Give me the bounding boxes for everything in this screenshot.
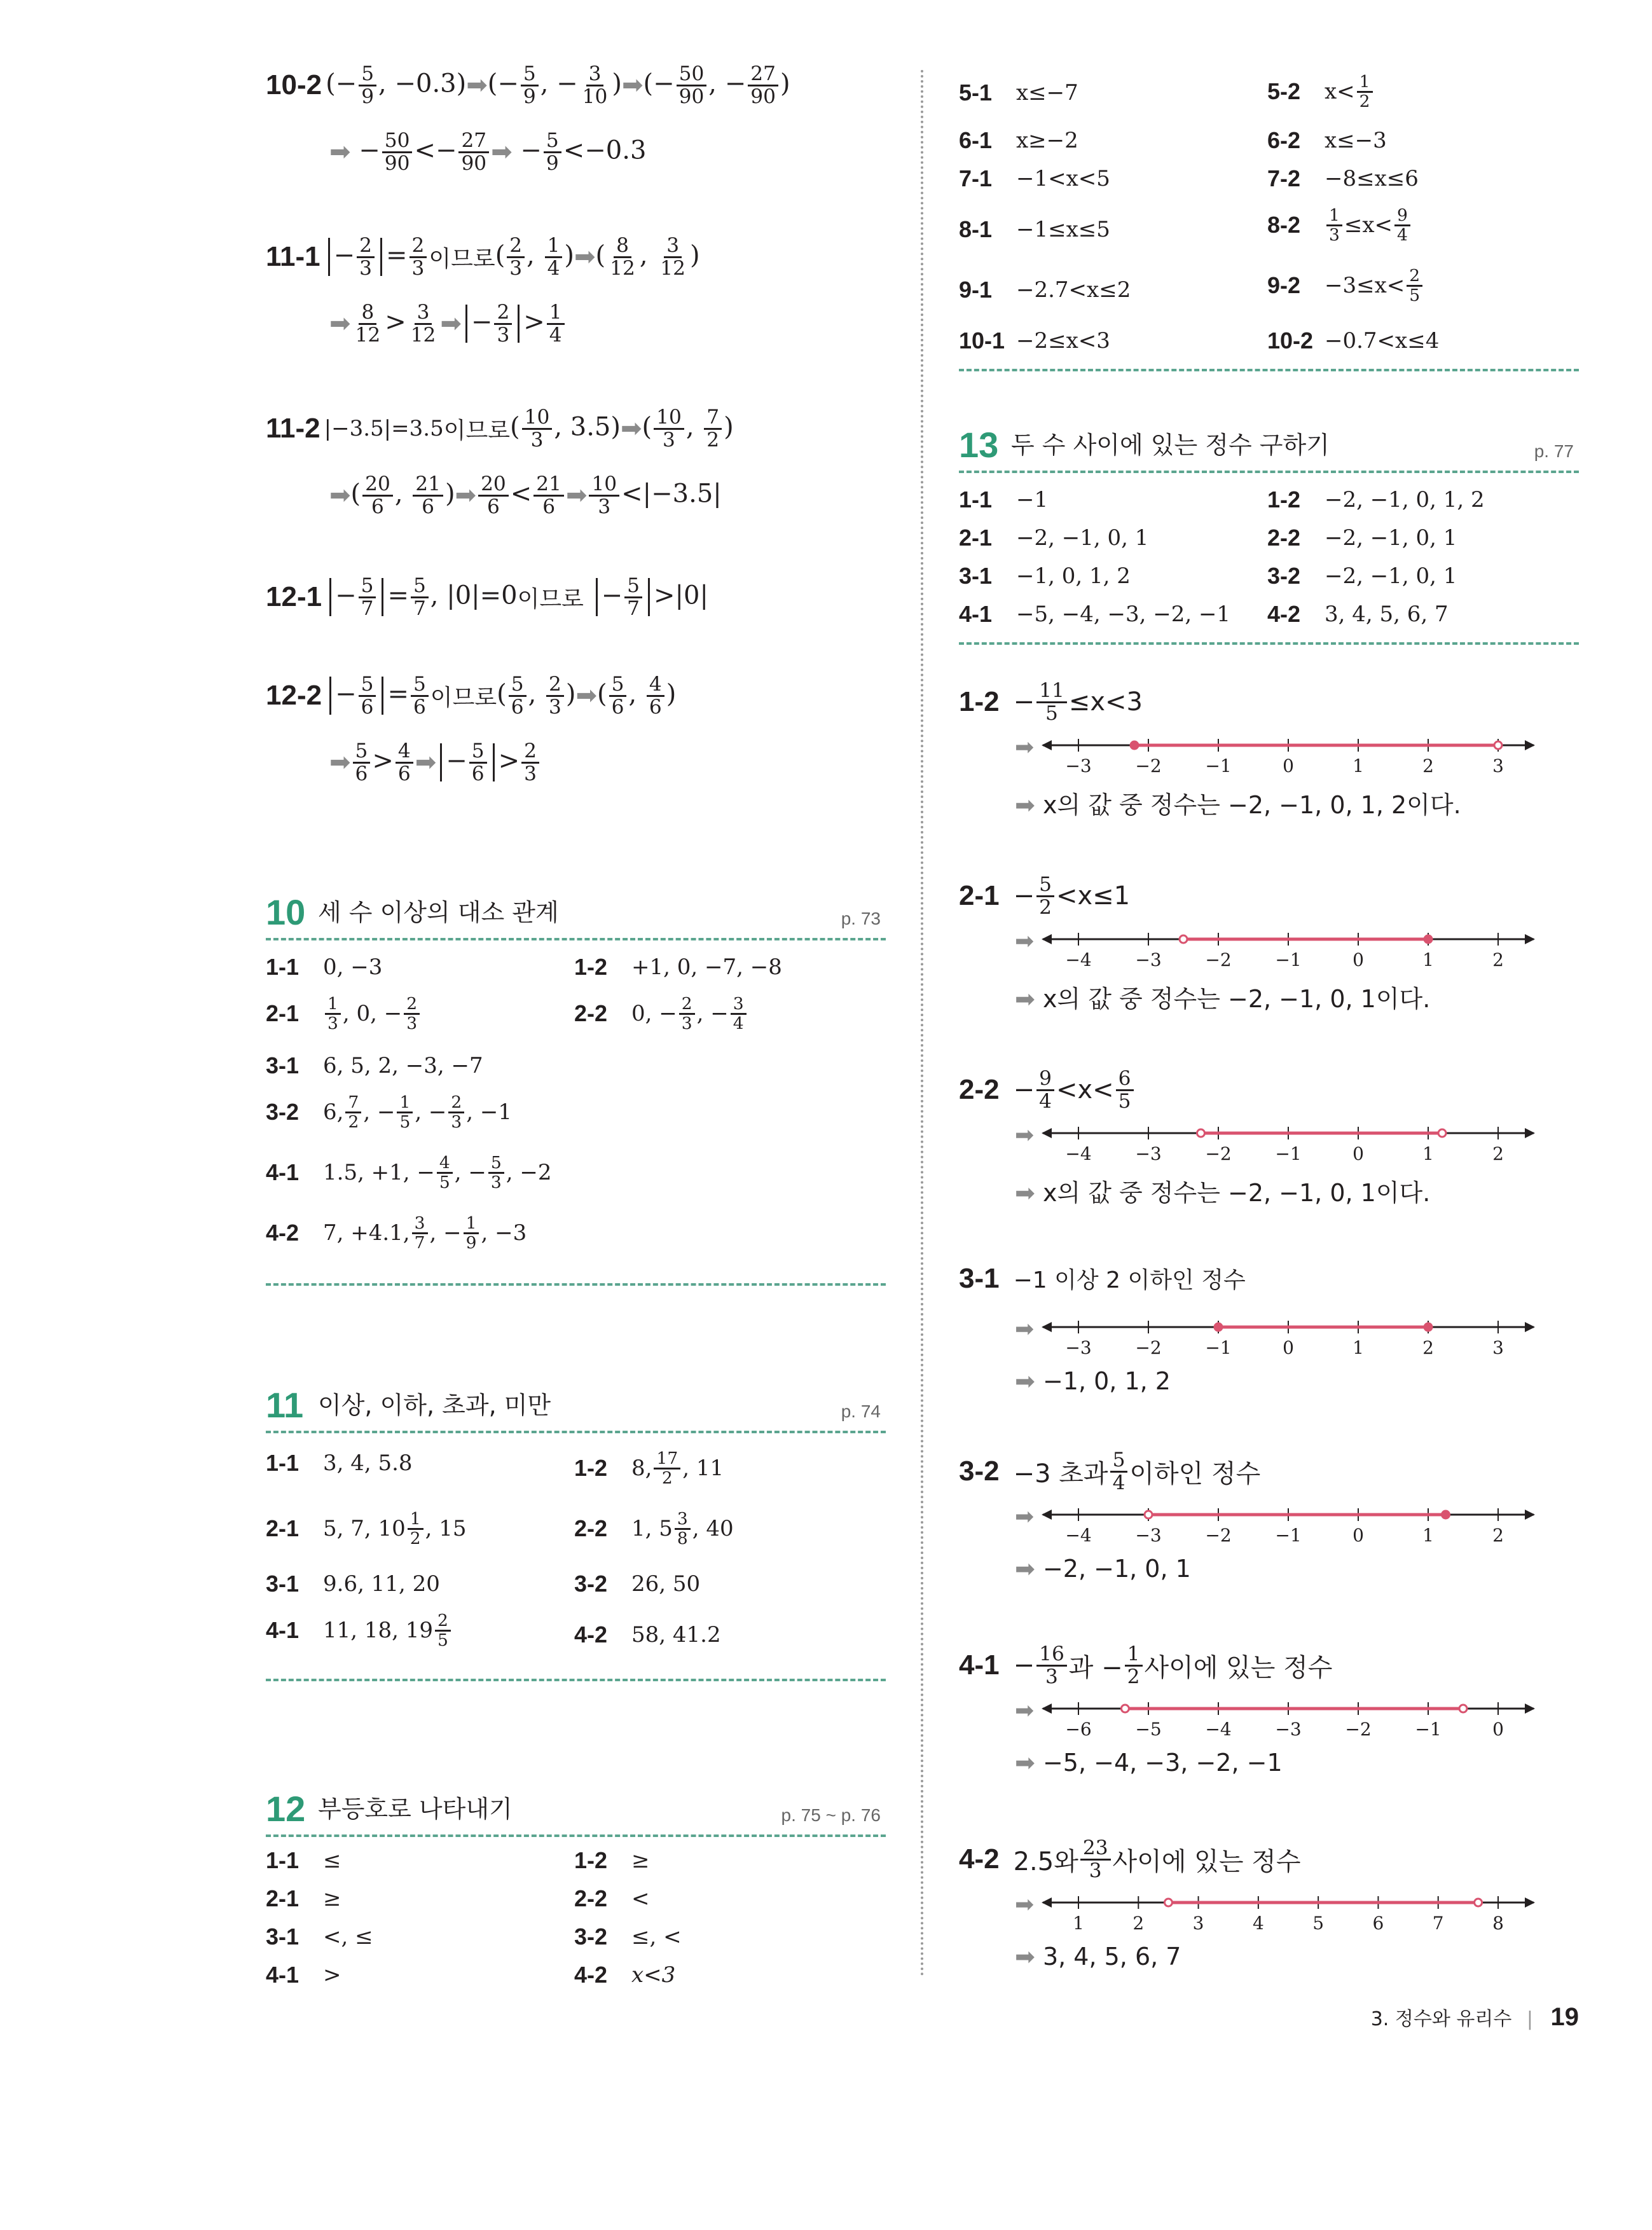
answer-item: 1-2 +1, 0, −7, −8 <box>574 954 782 980</box>
answer-item: 2-1 1 3 , 0, − $\frac{2}{3}$ <box>266 995 422 1033</box>
problem-label: 2-1 <box>959 880 1000 912</box>
tick-label: −3 <box>1135 1143 1162 1164</box>
tick-label: −2 <box>1205 1525 1232 1545</box>
tick-label: −4 <box>1065 1525 1092 1545</box>
answer-item: 4-2 x<3 <box>574 1962 676 1988</box>
answer-item: 4-2 7, +4.1, 3 7 , − $\frac{1}{9}$ , −3 <box>266 1213 527 1253</box>
answer-item: 4-1 −5, −4, −3, −2, −1 <box>959 601 1231 627</box>
problem-11-2: 11-2 |−3.5|=3.5 이므로 ( $\frac{10}{3}$ , 3.5) ➡ ( $\frac{10}{3}$ , $\frac{7}{2}$ ) <box>266 406 734 451</box>
tick-label: −2 <box>1135 1337 1162 1358</box>
tick-label: −2 <box>1205 1143 1232 1164</box>
problem-11-2-line2: ➡ ( $\frac{20}{6}$ , $\frac{21}{6}$ ) ➡ $\frac{20}{6}$ < $\frac{21}{6}$ ➡ $\frac{10}{3}$ <|−3.5| <box>329 472 722 518</box>
answer-item: 8-1 −1≤x≤5 <box>959 216 1110 242</box>
closed-endpoint <box>1442 1511 1450 1518</box>
open-endpoint <box>1180 935 1187 943</box>
section-title: 이상, 이하, 초과, 미만 <box>318 1391 551 1419</box>
tick-label: 2 <box>1492 1525 1504 1545</box>
problem-label: 3-1 <box>959 1262 1000 1294</box>
arrow-icon: ➡ <box>1015 1698 1035 1724</box>
arrow-icon: ➡ <box>1015 791 1035 819</box>
tick-label: −3 <box>1135 949 1162 970</box>
arrow-icon: ➡ <box>565 481 588 511</box>
section-divider <box>959 642 1579 645</box>
number-line <box>1040 731 1536 776</box>
answer-item: 7-1 −1<x<5 <box>959 165 1110 191</box>
tick-label: −3 <box>1065 755 1092 776</box>
arrow-icon: ➡ <box>455 481 477 511</box>
arrow-icon: ➡ <box>466 71 488 100</box>
tick-label: 1 <box>1422 1143 1434 1164</box>
answer-item: 4-1 1.5, +1, − $\frac{4}{5}$ , − $\frac{5}{3}$ , −2 <box>266 1153 552 1192</box>
open-endpoint <box>1494 741 1502 749</box>
problem-label: 4-2 <box>959 1843 1000 1875</box>
number-line-result: ➡ −5, −4, −3, −2, −1 <box>1015 1749 1283 1777</box>
answer-item: 4-2 3, 4, 5, 6, 7 <box>1267 601 1449 627</box>
closed-endpoint <box>1424 935 1432 943</box>
answer-item: 4-2 58, 41.2 <box>574 1621 721 1648</box>
tick-label: 2 <box>1422 755 1434 776</box>
answer-item: 9-2 −3≤x< 2 5 <box>1267 267 1424 305</box>
tick-label: 8 <box>1492 1913 1504 1933</box>
problem-label: 1-2 <box>959 686 1000 718</box>
number-line-statement: 4-1 − $\frac{16}{3}$ 과 − $\frac{1}{2}$ 사이에 있는 정수 <box>959 1642 1333 1688</box>
number-line-statement: 1-2 − $\frac{11}{5}$ ≤x<3 <box>959 679 1143 725</box>
axis-arrowhead <box>1525 1322 1535 1332</box>
open-endpoint <box>1197 1129 1205 1137</box>
tick-label: 0 <box>1353 1143 1364 1164</box>
tick-label: 2 <box>1492 949 1504 970</box>
section-divider <box>266 1679 886 1681</box>
tick-label: −6 <box>1065 1719 1092 1739</box>
tick-label: 1 <box>1422 949 1434 970</box>
section-number: 10 <box>266 892 306 932</box>
problem-11-1-line2: ➡ $\frac{8}{12}$ > $\frac{3}{12}$ ➡ − $\frac{2}{3}$ > $\frac{1}{4}$ <box>329 302 567 346</box>
section-12-header <box>266 1790 886 1837</box>
answer-item: 3-2 ≤, < <box>574 1924 682 1950</box>
problem-label: 4-1 <box>959 1649 1000 1681</box>
answer-item: 1-1 −1 <box>959 486 1049 513</box>
arrow-icon: ➡ <box>415 748 437 778</box>
problem-12-2: 12-2 − $\frac{5}{6}$ = $\frac{5}{6}$ 이므로 ( $\frac{5}{6}$ , $\frac{2}{3}$ ) ➡ ( $\frac{5}{6}$ , $\frac{4}{6}$ ) <box>266 673 677 719</box>
tick-label: −4 <box>1065 1143 1092 1164</box>
number-line-result: ➡ x의 값 중 정수는 −2, −1, 0, 1, 2이다. <box>1015 791 1461 819</box>
column-divider <box>921 70 923 1978</box>
arrow-icon: ➡ <box>1015 1749 1035 1777</box>
tick-label: 4 <box>1252 1913 1264 1933</box>
answer-item: 5-1 x≤−7 <box>959 79 1078 106</box>
axis-arrowhead <box>1042 1897 1052 1908</box>
page-footer: 3. 정수와 유리수 | 19 <box>1370 2003 1579 2031</box>
tick-label: −1 <box>1275 949 1302 970</box>
answer-item: 1-2 ≥ <box>574 1847 650 1873</box>
problem-label: 12-1 <box>266 581 322 613</box>
arrow-icon: ➡ <box>1015 1316 1035 1342</box>
axis-arrowhead <box>1525 1510 1535 1520</box>
axis-arrowhead <box>1042 1703 1052 1714</box>
answer-item: 3-1 9.6, 11, 20 <box>266 1571 440 1597</box>
section-number: 12 <box>266 1789 306 1829</box>
number-line <box>1040 1889 1536 1933</box>
answer-item: 1-1 ≤ <box>266 1847 341 1873</box>
answer-item: 5-2 x< 1 2 <box>1267 73 1375 111</box>
answer-item: 10-2 −0.7<x≤4 <box>1267 327 1440 354</box>
tick-label: 0 <box>1283 1337 1294 1358</box>
answer-item: 8-2 $\frac{1}{3}$ ≤x< 9 4 <box>1267 207 1412 244</box>
closed-endpoint <box>1215 1323 1222 1331</box>
answer-item: 7-2 −8≤x≤6 <box>1267 165 1419 191</box>
number-line-statement: 3-2 −3 초과 5 4 이하인 정수 <box>959 1449 1261 1494</box>
arrow-icon: ➡ <box>329 137 351 167</box>
answer-item: 3-1 <, ≤ <box>266 1924 373 1950</box>
section-title: 세 수 이상의 대소 관계 <box>318 898 559 926</box>
tick-label: 7 <box>1432 1913 1444 1933</box>
tick-label: −1 <box>1275 1525 1302 1545</box>
tick-label: −5 <box>1135 1719 1162 1739</box>
section-11-header <box>266 1386 886 1433</box>
open-endpoint <box>1145 1511 1152 1518</box>
answer-item: 3-2 −2, −1, 0, 1 <box>1267 563 1457 589</box>
tick-label: 0 <box>1283 755 1294 776</box>
answer-item: 2-2 1, 5 3 8 , 40 <box>574 1509 734 1548</box>
section-title: 부등호로 나타내기 <box>318 1795 513 1823</box>
arrow-icon: ➡ <box>329 748 351 778</box>
tick-label: −2 <box>1205 949 1232 970</box>
problem-11-1: 11-1 − $\frac{2}{3}$ = $\frac{2}{3}$ 이므로 ( $\frac{2}{3}$ , $\frac{1}{4}$ ) ➡ ( $\frac{8}{12}$ , $\frac{3}{12}$ ) <box>266 234 700 280</box>
axis-arrowhead <box>1042 934 1052 944</box>
tick-label: −1 <box>1415 1719 1442 1739</box>
tick-label: −2 <box>1345 1719 1372 1739</box>
tick-label: 2 <box>1422 1337 1434 1358</box>
problem-label: 3-2 <box>959 1456 1000 1487</box>
number-line-result: ➡ x의 값 중 정수는 −2, −1, 0, 1이다. <box>1015 1179 1431 1207</box>
tick-label: 5 <box>1312 1913 1325 1933</box>
arrow-icon: ➡ <box>1015 985 1035 1013</box>
tick-label: −2 <box>1135 755 1162 776</box>
axis-arrowhead <box>1525 740 1535 750</box>
answer-item: 6-2 x≤−3 <box>1267 127 1387 153</box>
tick-label: 1 <box>1353 755 1364 776</box>
axis-arrowhead <box>1042 1128 1052 1138</box>
answer-item: 2-1 ≥ <box>266 1885 341 1911</box>
arrow-icon: ➡ <box>1015 1367 1035 1395</box>
answer-item: 3-2 26, 50 <box>574 1571 701 1597</box>
axis-arrowhead <box>1525 934 1535 944</box>
open-endpoint <box>1164 1899 1172 1906</box>
number-line-statement: 3-1 −1 이상 2 이하인 정수 <box>959 1262 1246 1294</box>
arrow-icon: ➡ <box>1015 1504 1035 1530</box>
problem-label: 2-2 <box>959 1074 1000 1106</box>
answer-item: 2-2 −2, −1, 0, 1 <box>1267 525 1457 551</box>
answer-item: 6-1 x≥−2 <box>959 127 1078 153</box>
arrow-icon: ➡ <box>329 309 351 339</box>
arrow-icon: ➡ <box>1015 1892 1035 1918</box>
problem-label: 11-1 <box>266 241 320 273</box>
chapter-title: 3. 정수와 유리수 <box>1370 2008 1512 2030</box>
answer-item: 3-2 6, 7 2 , − $\frac{1}{5}$ , − $\frac{2}{3}$ , −1 <box>266 1092 513 1132</box>
tick-label: −3 <box>1275 1719 1302 1739</box>
problem-10-2: 10-2 (− $\frac{5}{9}$ , −0.3) ➡ (− $\frac{5}{9}$ , − $\frac{3}{10}$ ) ➡ (− $\frac{50}{90}$ , − $\frac{27}{90}$ ) <box>266 62 790 108</box>
number-line-result: ➡ −2, −1, 0, 1 <box>1015 1555 1191 1583</box>
problem-label: 10-2 <box>266 69 322 101</box>
section-page: p. 73 <box>841 909 881 928</box>
arrow-icon: ➡ <box>1015 1122 1035 1148</box>
section-number: 11 <box>266 1385 304 1425</box>
answer-item: 4-1 > <box>266 1962 341 1988</box>
section-page: p. 77 <box>1534 441 1574 461</box>
section-page: p. 74 <box>841 1401 881 1421</box>
problem-label: 11-2 <box>266 413 320 444</box>
closed-endpoint <box>1424 1323 1432 1331</box>
number-line <box>1040 1119 1536 1164</box>
problem-label: 12-2 <box>266 680 322 712</box>
number-line <box>1040 925 1536 970</box>
answer-item: 1-1 0, −3 <box>266 954 383 980</box>
section-divider <box>266 1283 886 1286</box>
arrow-icon: ➡ <box>575 681 597 711</box>
section-number: 13 <box>959 425 999 465</box>
problem-12-1: 12-1 − $\frac{5}{7}$ = $\frac{5}{7}$ , |0|=0 이므로 − $\frac{5}{7}$ >|0| <box>266 574 708 620</box>
arrow-icon: ➡ <box>1015 1943 1035 1971</box>
section-divider <box>959 369 1579 371</box>
answer-item: 1-1 3, 4, 5.8 <box>266 1450 413 1476</box>
answer-item: 3-1 6, 5, 2, −3, −7 <box>266 1052 483 1078</box>
answer-item: 2-2 0, − $\frac{2}{3}$ , − $\frac{3}{4}$ <box>574 995 748 1033</box>
tick-label: −1 <box>1275 1143 1302 1164</box>
tick-label: −4 <box>1065 949 1092 970</box>
answer-item: 2-1 5, 7, 10 1 2 , 15 <box>266 1509 467 1548</box>
number-line <box>1040 1313 1536 1358</box>
arrow-icon: ➡ <box>1015 1179 1035 1207</box>
tick-label: −3 <box>1065 1337 1092 1358</box>
tick-label: −4 <box>1205 1719 1232 1739</box>
tick-label: 3 <box>1192 1913 1204 1933</box>
answer-item: 10-1 −2≤x<3 <box>959 327 1110 354</box>
open-endpoint <box>1459 1705 1467 1712</box>
axis-arrowhead <box>1042 1322 1052 1332</box>
section-13-header <box>959 426 1579 473</box>
tick-label: 0 <box>1353 949 1364 970</box>
arrow-icon: ➡ <box>574 242 596 272</box>
number-line-statement: 2-1 − $\frac{5}{2}$ <x≤1 <box>959 873 1131 919</box>
tick-label: 2 <box>1132 1913 1145 1933</box>
tick-label: 1 <box>1422 1525 1434 1545</box>
open-endpoint <box>1438 1129 1446 1137</box>
arrow-icon: ➡ <box>491 137 513 167</box>
tick-label: 1 <box>1073 1913 1084 1933</box>
open-endpoint <box>1475 1899 1482 1906</box>
tick-label: 0 <box>1353 1525 1364 1545</box>
answer-item: 4-1 11, 18, 19 2 5 <box>266 1612 453 1649</box>
answer-item: 2-1 −2, −1, 0, 1 <box>959 525 1149 551</box>
answer-item: 1-2 8, 17 2 , 11 <box>574 1449 724 1488</box>
tick-label: −1 <box>1205 755 1232 776</box>
arrow-icon: ➡ <box>440 309 462 339</box>
tick-label: 2 <box>1492 1143 1504 1164</box>
axis-arrowhead <box>1525 1897 1535 1908</box>
closed-endpoint <box>1131 741 1138 749</box>
tick-label: 3 <box>1492 755 1504 776</box>
arrow-icon: ➡ <box>1015 928 1035 954</box>
answer-item: 2-2 < <box>574 1885 650 1911</box>
open-endpoint <box>1121 1705 1129 1712</box>
number-line <box>1040 1695 1536 1739</box>
section-title: 두 수 사이에 있는 정수 구하기 <box>1011 431 1330 459</box>
section-page: p. 75 ~ p. 76 <box>781 1805 881 1825</box>
number-line-statement: 4-2 2.5와 23 3 사이에 있는 정수 <box>959 1836 1301 1882</box>
tick-label: 3 <box>1492 1337 1504 1358</box>
number-line <box>1040 1501 1536 1545</box>
arrow-icon: ➡ <box>1015 1555 1035 1583</box>
arrow-icon: ➡ <box>621 414 642 444</box>
axis-arrowhead <box>1042 1510 1052 1520</box>
axis-arrowhead <box>1042 740 1052 750</box>
section-10-header <box>266 893 886 940</box>
number-line-result: ➡ 3, 4, 5, 6, 7 <box>1015 1943 1181 1971</box>
answer-item: 9-1 −2.7<x≤2 <box>959 277 1131 303</box>
arrow-icon: ➡ <box>329 481 351 511</box>
page-number: 19 <box>1550 2003 1579 2031</box>
arrow-icon: ➡ <box>621 71 644 100</box>
number-line-result: ➡ −1, 0, 1, 2 <box>1015 1367 1171 1395</box>
tick-label: −3 <box>1135 1525 1162 1545</box>
answer-item: 1-2 −2, −1, 0, 1, 2 <box>1267 486 1485 513</box>
number-line-result: ➡ x의 값 중 정수는 −2, −1, 0, 1이다. <box>1015 985 1431 1013</box>
tick-label: 6 <box>1372 1913 1384 1933</box>
axis-arrowhead <box>1525 1703 1535 1714</box>
tick-label: 0 <box>1492 1719 1504 1739</box>
tick-label: −1 <box>1205 1337 1232 1358</box>
problem-10-2-line2: ➡ − $\frac{50}{90}$ <− $\frac{27}{90}$ ➡ − $\frac{5}{9}$ <−0.3 <box>329 129 647 175</box>
number-line-statement: 2-2 − $\frac{9}{4}$ <x< 6 5 <box>959 1068 1136 1112</box>
tick-label: 1 <box>1353 1337 1364 1358</box>
answer-item: 3-1 −1, 0, 1, 2 <box>959 563 1131 589</box>
axis-arrowhead <box>1525 1128 1535 1138</box>
arrow-icon: ➡ <box>1015 734 1035 761</box>
problem-12-2-line2: ➡ $\frac{5}{6}$ > $\frac{4}{6}$ ➡ − $\frac{5}{6}$ > $\frac{2}{3}$ <box>329 741 541 785</box>
